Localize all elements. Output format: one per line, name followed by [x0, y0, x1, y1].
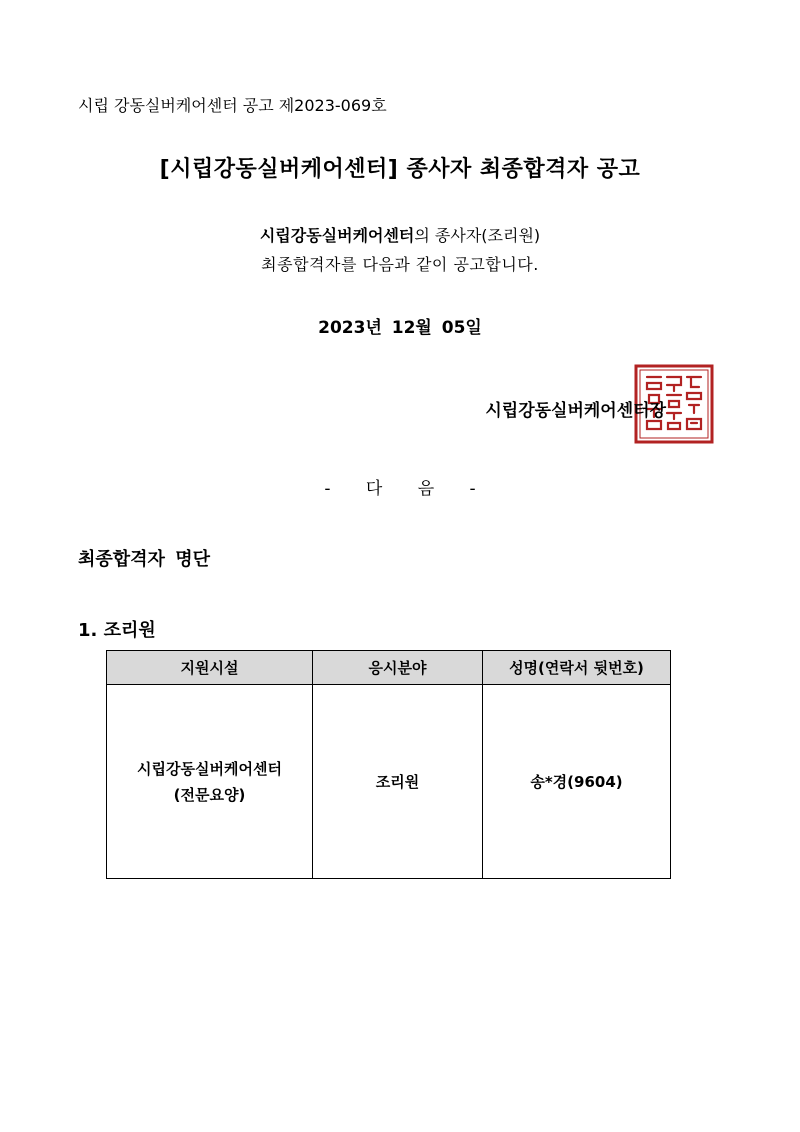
announcement-date: 2023년 12월 05일	[318, 318, 482, 338]
facility-type: (전문요양)	[173, 785, 246, 804]
intro-org-name: 시립강동실버케어센터	[259, 226, 415, 245]
table-header-row	[107, 651, 671, 685]
sub-section-title: 1. 조리원	[78, 620, 156, 641]
daeum-divider: - 다 음 -	[324, 479, 476, 499]
header-name: 성명(연락서 뒷번호)	[483, 651, 671, 685]
page-title: [시립강동실버케어센터] 종사자 최종합격자 공고	[159, 157, 641, 182]
intro-line-1-rest: 의 종사자(조리원)	[414, 226, 541, 245]
table-row	[107, 685, 671, 879]
issuer-name: 시립강동실버케어센터장	[485, 401, 666, 421]
section-title: 최종합격자 명단	[78, 549, 210, 570]
header-field: 응시분야	[313, 651, 483, 685]
cell-name: 송*경(9604)	[483, 685, 671, 879]
intro-line-1	[0, 223, 800, 246]
result-table	[106, 650, 671, 879]
facility-name: 시립강동실버케어센터	[137, 759, 282, 778]
intro-line-2: 최종합격자를 다음과 같이 공고합니다.	[261, 255, 539, 274]
header-facility: 지원시설	[107, 651, 313, 685]
cell-field: 조리원	[313, 685, 483, 879]
cell-facility	[107, 685, 313, 879]
notice-number: 시립 강동실버케어센터 공고 제2023-069호	[78, 96, 387, 115]
